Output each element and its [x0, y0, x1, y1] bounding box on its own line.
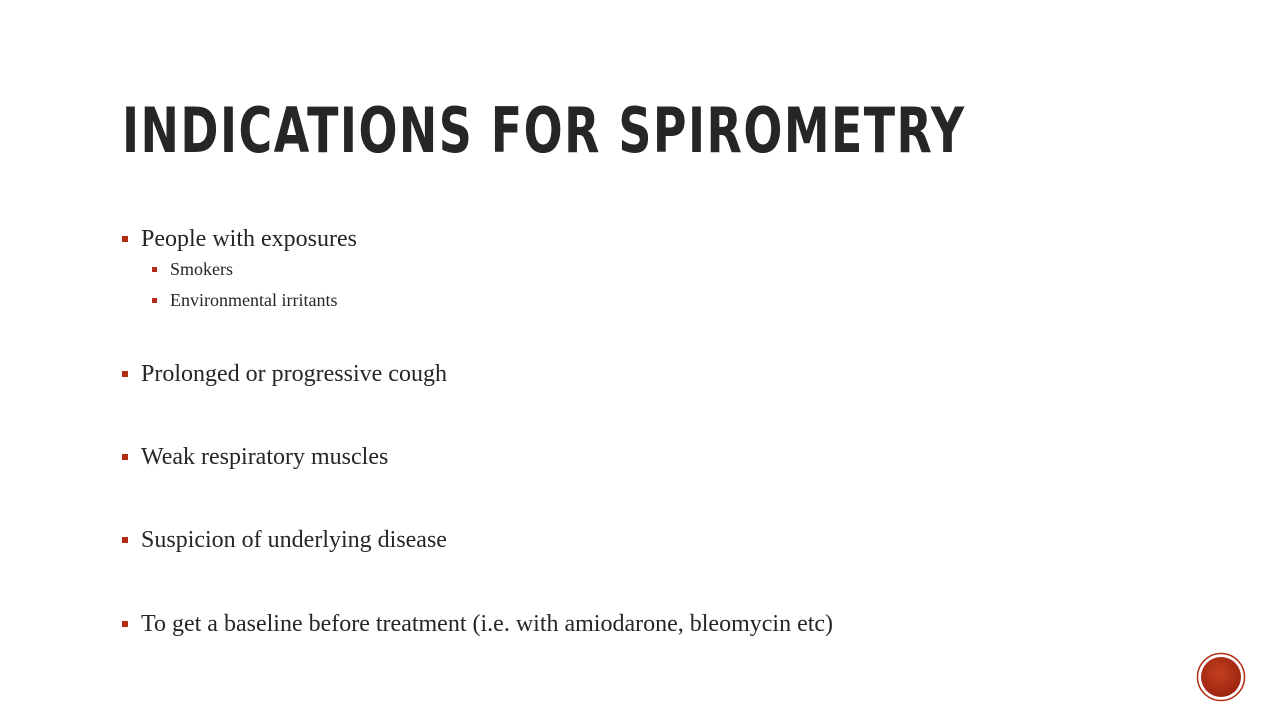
- circle-nav-icon[interactable]: [1196, 652, 1246, 702]
- circle-nav-graphic: [1196, 652, 1246, 702]
- bullet-text: People with exposures: [141, 226, 357, 252]
- bullet-item: [122, 610, 833, 638]
- bullet-text: Prolonged or progressive cough: [141, 361, 447, 387]
- slide-title: INDICATIONS FOR SPIROMETRY: [122, 94, 966, 167]
- sub-bullet-item: [152, 289, 337, 311]
- bullet-item: [122, 526, 447, 554]
- square-bullet-icon: [122, 621, 128, 627]
- sub-bullet-text: Environmental irritants: [170, 290, 338, 310]
- bullet-list: [122, 0, 1122, 720]
- sub-bullet-item: [152, 258, 233, 280]
- bullet-text: Weak respiratory muscles: [141, 444, 389, 470]
- square-bullet-icon: [152, 298, 157, 303]
- square-bullet-icon: [122, 454, 128, 460]
- bullet-item: [122, 443, 388, 471]
- bullet-text: To get a baseline before treatment (i.e. with amiodarone, bleomycin etc): [141, 611, 834, 637]
- square-bullet-icon: [152, 267, 157, 272]
- sub-bullet-text: Smokers: [170, 259, 233, 279]
- square-bullet-icon: [122, 236, 128, 242]
- square-bullet-icon: [122, 537, 128, 543]
- square-bullet-icon: [122, 371, 128, 377]
- bullet-item: [122, 360, 447, 388]
- bullet-item: [122, 225, 357, 253]
- bullet-text: Suspicion of underlying disease: [141, 527, 447, 553]
